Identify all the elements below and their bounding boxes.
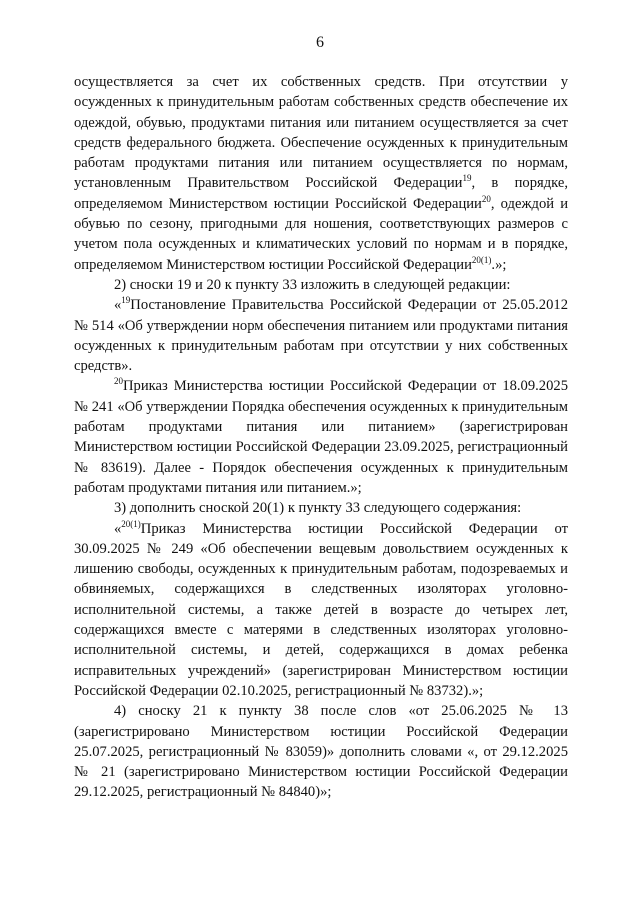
paragraph [74,275,568,295]
paragraph-text: « [114,297,122,314]
paragraph [74,519,568,702]
page-number: 6 [316,34,324,51]
footnote-marker: 20(1) [121,518,141,529]
footnote-marker: 20(1) [471,254,492,265]
footnote-marker: 20 [481,193,491,204]
paragraph [74,498,568,518]
paragraph-text: Приказ Министерства юстиции Российской Федерации от 30.09.2025 № 249 «Об обеспечении вещевым довольствием осужденных к лишению свободы, осужденных к принудительным работам, подозреваемых и обвиняемых, содержащихся в следственных изоляторах уголовно-исполнительной системы, а также детей в возрасте до четырех лет, содержащихся вместе с матерями в следственных изоляторах уголовно-исполнительной системы, и детей, содержащихся в домах ребенка исправительных учреждений» (зарегистрирован Министерством юстиции Российской Федерации 02.10.2025, регистрационный № 83732).»; [74,520,568,699]
paragraph-text: Приказ Министерства юстиции Российской Федерации от 18.09.2025 № 241 «Об утверждении Порядка обеспечения осужденных к принудительным работам продуктами питания или питанием» (зарегистрирован Министерством юстиции Российской Федерации 23.09.2025, регистрационный № 83619). Далее - Порядок обеспечения осужденных к принудительным работам продуктами питания или питанием.»; [74,378,568,496]
paragraph-text: , одеждой и обувью по сезону, пригодными для ношения, соответствующих размеров с учетом пола осужденных и климатических условий по нормам и в порядке, определяемом Министерством юстиции Российской Федерации [74,195,568,273]
paragraph-text: 3) дополнить сноской 20(1) к пункту 33 следующего содержания: [114,500,522,517]
paragraph [74,295,568,376]
footnote-marker: 19 [121,295,131,306]
paragraph-text: , в порядке, определяемом Министерством юстиции Российской Федерации [74,175,568,212]
paragraph [74,72,568,275]
footnote-marker: 20 [114,376,123,387]
paragraph-text: 2) сноски 19 и 20 к пункту 33 изложить в следующей редакции: [114,276,511,293]
paragraph-text: « [114,520,122,537]
paragraph-text: 4) сноску 21 к пункту 38 после слов «от 25.06.2025 № 13 (зарегистрировано Министерством юстиции Российской Федерации 25.07.2025, регистрационный № 83059)» дополнить словами «, от 29.12.2025 № 21 (зарегистрировано Министерством юстиции Российской Федерации 29.12.2025, регистрационный № 84840)»; [74,703,568,801]
document-body [74,72,568,803]
paragraph-text: осуществляется за счет их собственных средств. При отсутствии у осужденных к принудительным работам собственных средств обеспечение их одеждой, обувью, продуктами питания или питанием осуществляется за счет средств федерального бюджета. Обеспечение осужденных к принудительным работам продуктами питания или питанием осуществляется по нормам, установленным Правительством Российской Федерации [74,74,568,192]
paragraph-text: .»; [491,256,507,273]
footnote-marker: 19 [462,173,472,184]
paragraph [74,376,568,498]
paragraph-text: Постановление Правительства Российской Федерации от 25.05.2012 № 514 «Об утверждении норм обеспечения питанием или продуктами питания осужденных к принудительным работам при отсутствии у них собственных средств». [74,297,568,375]
paragraph [74,701,568,802]
